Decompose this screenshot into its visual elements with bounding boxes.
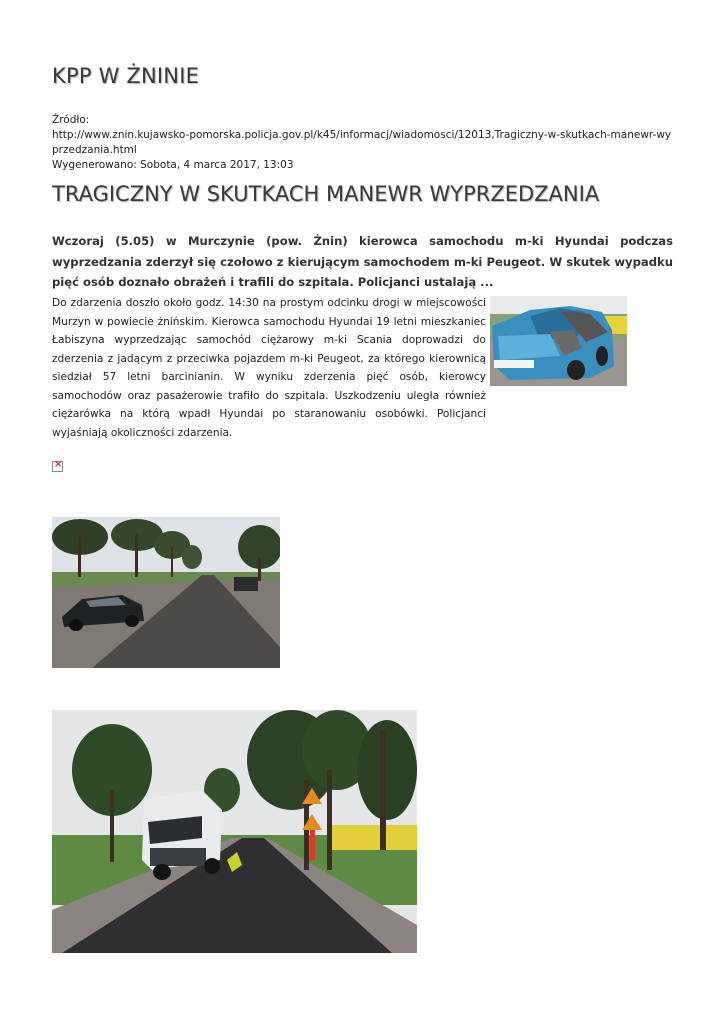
- road-car-image: [52, 517, 280, 668]
- crashed-car-photo: [490, 296, 627, 386]
- site-title: KPP W ŻNINIE: [52, 64, 200, 88]
- article-lead: Wczoraj (5.05) w Murczynie (pow. Żnin) kierowca samochodu m-ki Hyundai podczas wyprzedzania zderzył się czołowo z kierującym samochodem m-ki Peugeot. W skutek wypadku pięć osób doznało obrażeń i trafili do szpitala. Policjanci ustalają ...: [52, 234, 673, 289]
- road-with-truck-photo: [52, 710, 417, 953]
- article-body: Do zdarzenia doszło około godz. 14:30 na prostym odcinku drogi w miejscowości Murzyn w powiecie żnińskim. Kierowca samochodu Hyundai 19 letni mieszkaniec Łabiszyna wyprzedzając samochód ciężarowy m-ki Scania doprowadzi do zderzenia z jadącym z przeciwka pojazdem m-ki Peugeot, za którego kierownicą siedział 57 letni barcinianin. W wyniku zderzenia pięć osób, kierowcy samochodów oraz pasażerowie trafiło do szpitala. Uszkodzeniu uległa również ciężarówka na którą wpadł Hyundai po staranowaniu osobówki. Policjanci wyjaśniają okoliczności zdarzenia.: [52, 297, 486, 439]
- crashed-car-image: [490, 296, 627, 386]
- road-with-car-photo: [52, 517, 280, 668]
- broken-image-icon: ×: [54, 459, 63, 470]
- source-block: [52, 113, 677, 173]
- generated-timestamp: Wygenerowano: Sobota, 4 marca 2017, 13:03: [52, 159, 294, 171]
- source-url[interactable]: http://www.znin.kujawsko-pomorska.policja.gov.pl/k45/informacj/wiadomosci/12013,Tragiczny-w-skutkach-manewr-wyprzedzania.html: [52, 129, 672, 156]
- road-truck-image: [52, 710, 417, 953]
- source-label: Źródło:: [52, 114, 90, 126]
- article-title: TRAGICZNY W SKUTKACH MANEWR WYPRZEDZANIA: [52, 182, 600, 206]
